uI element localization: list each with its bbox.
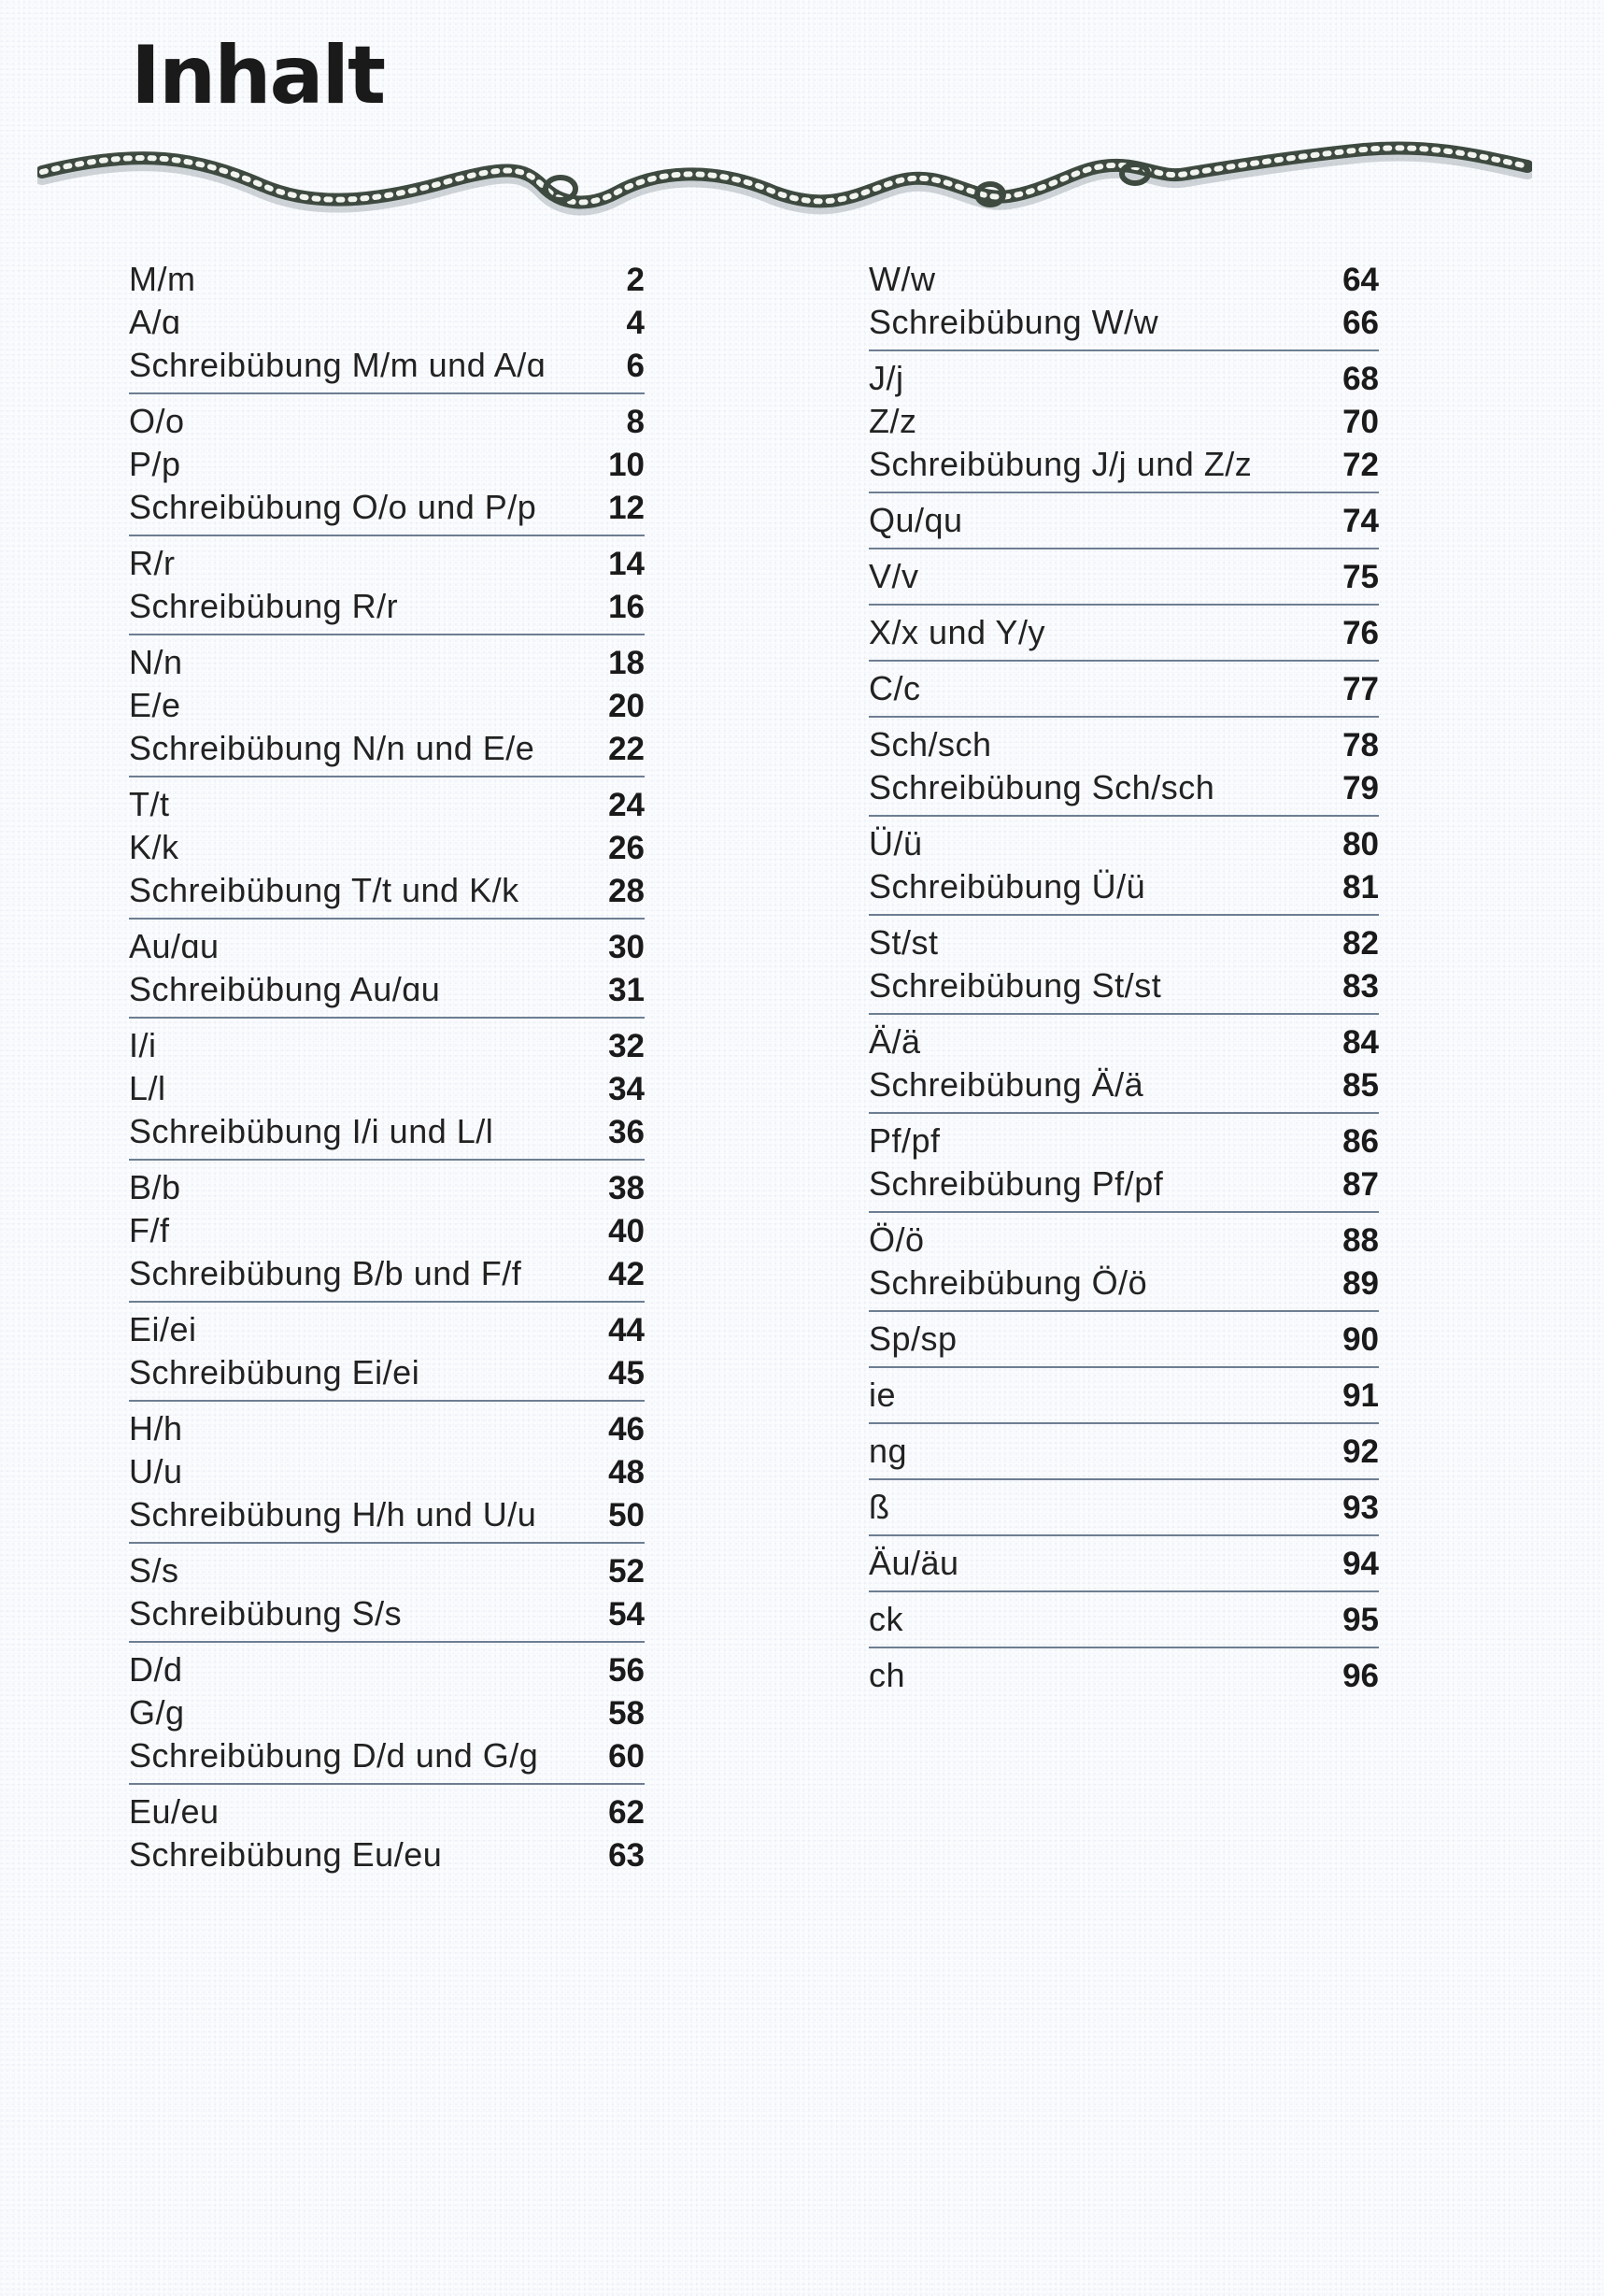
toc-entry-page-number: 75 <box>1342 559 1379 595</box>
toc-entry <box>869 499 1379 542</box>
toc-entry-page-number: 66 <box>1342 305 1379 341</box>
toc-group <box>869 493 1379 549</box>
toc-entry-page-number: 84 <box>1342 1024 1379 1061</box>
toc-entry-label: Schreibübung N/n und E/e <box>129 729 535 767</box>
toc-group <box>129 1161 645 1303</box>
toc-entry-page-number: 48 <box>608 1454 645 1490</box>
toc-entry <box>869 1219 1379 1262</box>
toc-entry <box>129 641 645 684</box>
toc-entry-page-number: 4 <box>626 305 645 341</box>
toc-entry <box>129 1691 645 1734</box>
toc-entry-label: E/e <box>129 686 181 724</box>
toc-entry-label: V/v <box>869 557 919 595</box>
toc-entry-label: M/m <box>129 260 196 298</box>
toc-entry-page-number: 24 <box>608 787 645 823</box>
toc-entry <box>869 611 1379 654</box>
toc-entry-label: X/x und Y/y <box>869 613 1045 651</box>
toc-entry-label: Schreibübung W/w <box>869 303 1159 341</box>
toc-entry-label: Schreibübung J/j und Z/z <box>869 445 1253 483</box>
toc-entry <box>129 968 645 1011</box>
toc-entry <box>869 1162 1379 1205</box>
toc-entry <box>129 443 645 486</box>
toc-entry <box>869 865 1379 908</box>
toc-entry <box>129 585 645 628</box>
toc-entry-page-number: 79 <box>1342 770 1379 806</box>
toc-entry-label: Eu/eu <box>129 1792 220 1831</box>
toc-entry-page-number: 36 <box>608 1114 645 1150</box>
page-title: Inhalt <box>131 29 385 122</box>
toc-entry <box>129 486 645 529</box>
toc-entry <box>129 1252 645 1295</box>
toc-entry-label: Schreibübung Au/ɑu <box>129 970 441 1008</box>
toc-entry-label: I/i <box>129 1026 157 1064</box>
toc-entry-label: L/l <box>129 1069 166 1107</box>
toc-entry-page-number: 91 <box>1342 1377 1379 1414</box>
toc-entry-page-number: 34 <box>608 1071 645 1107</box>
toc-entry <box>129 684 645 727</box>
toc-entry-label: Au/ɑu <box>129 927 220 965</box>
toc-entry <box>869 1430 1379 1473</box>
toc-group <box>869 1536 1379 1592</box>
toc-entry-label: D/d <box>129 1650 183 1689</box>
toc-entry-page-number: 88 <box>1342 1222 1379 1259</box>
toc-entry-page-number: 82 <box>1342 925 1379 962</box>
toc-entry-page-number: 31 <box>608 972 645 1008</box>
toc-entry-label: K/k <box>129 828 179 866</box>
toc-entry <box>129 1493 645 1536</box>
toc-entry-page-number: 63 <box>608 1837 645 1874</box>
toc-entry-page-number: 81 <box>1342 869 1379 906</box>
toc-group <box>129 394 645 536</box>
toc-group <box>869 1480 1379 1536</box>
toc-group <box>869 1213 1379 1312</box>
toc-entry-label: Schreibübung Pf/pf <box>869 1164 1164 1203</box>
toc-entry-page-number: 72 <box>1342 447 1379 483</box>
toc-group <box>869 1114 1379 1213</box>
toc-entry-label: Schreibübung H/h und U/u <box>129 1495 537 1533</box>
toc-group <box>129 777 645 920</box>
toc-entry-page-number: 85 <box>1342 1067 1379 1104</box>
toc-entry-page-number: 76 <box>1342 615 1379 651</box>
toc-entry-label: T/t <box>129 785 170 823</box>
toc-group <box>869 662 1379 718</box>
toc-group <box>129 1402 645 1544</box>
toc-entry <box>129 1351 645 1394</box>
toc-entry-page-number: 44 <box>608 1312 645 1348</box>
toc-entry-label: G/g <box>129 1693 185 1732</box>
toc-entry <box>129 1024 645 1067</box>
toc-group <box>869 817 1379 916</box>
toc-entry-page-number: 50 <box>608 1497 645 1533</box>
toc-entry-label: Ei/ei <box>129 1310 197 1348</box>
toc-group <box>869 606 1379 662</box>
toc-entry-page-number: 22 <box>608 731 645 767</box>
toc-entry-label: Pf/pf <box>869 1121 941 1160</box>
toc-entry-page-number: 83 <box>1342 968 1379 1005</box>
toc-entry-page-number: 93 <box>1342 1490 1379 1526</box>
toc-entry <box>129 1166 645 1209</box>
toc-entry-page-number: 70 <box>1342 404 1379 440</box>
toc-entry-page-number: 30 <box>608 929 645 965</box>
toc-entry <box>869 443 1379 486</box>
toc-entry <box>869 1598 1379 1641</box>
toc-entry-label: Schreibübung R/r <box>129 587 399 625</box>
toc-entry <box>869 1262 1379 1305</box>
toc-entry-page-number: 2 <box>626 262 645 298</box>
toc-entry <box>869 400 1379 443</box>
toc-entry-label: Sp/sp <box>869 1319 958 1358</box>
toc-entry <box>869 258 1379 301</box>
toc-entry-page-number: 96 <box>1342 1658 1379 1694</box>
toc-entry <box>869 921 1379 964</box>
toc-entry <box>869 1654 1379 1697</box>
toc-entry <box>869 1063 1379 1106</box>
toc-entry-page-number: 56 <box>608 1652 645 1689</box>
toc-group <box>129 920 645 1019</box>
toc-entry-label: ie <box>869 1376 897 1414</box>
toc-group <box>869 351 1379 493</box>
toc-entry <box>869 1486 1379 1529</box>
toc-entry-page-number: 87 <box>1342 1166 1379 1203</box>
toc-entry-page-number: 95 <box>1342 1602 1379 1638</box>
toc-entry-page-number: 8 <box>626 404 645 440</box>
toc-entry-label: Schreibübung B/b und F/f <box>129 1254 522 1292</box>
toc-entry-label: A/ɑ <box>129 303 181 341</box>
toc-entry <box>129 1833 645 1876</box>
toc-entry-label: U/u <box>129 1452 183 1490</box>
toc-entry-label: Schreibübung T/t und K/k <box>129 871 519 909</box>
toc-entry <box>129 783 645 826</box>
toc-entry <box>129 826 645 869</box>
ribbon-decoration <box>37 131 1532 234</box>
toc-entry <box>869 357 1379 400</box>
toc-group <box>869 1424 1379 1480</box>
toc-entry <box>129 400 645 443</box>
toc-entry <box>129 1592 645 1635</box>
toc-entry-label: Schreibübung Ei/ei <box>129 1353 420 1391</box>
toc-entry-label: Schreibübung Eu/eu <box>129 1835 443 1874</box>
toc-entry <box>869 1119 1379 1162</box>
toc-entry-label: P/p <box>129 445 181 483</box>
toc-entry-page-number: 20 <box>608 688 645 724</box>
toc-entry <box>869 723 1379 766</box>
toc-entry <box>129 1790 645 1833</box>
toc-entry-page-number: 86 <box>1342 1123 1379 1160</box>
toc-entry <box>869 555 1379 598</box>
toc-entry-label: Ü/ü <box>869 824 923 863</box>
toc-group <box>129 1544 645 1643</box>
toc-entry-label: S/s <box>129 1551 179 1590</box>
toc-entry <box>129 1450 645 1493</box>
toc-entry-page-number: 77 <box>1342 671 1379 707</box>
toc-entry-label: Schreibübung O/o und P/p <box>129 488 537 526</box>
toc-entry <box>869 1020 1379 1063</box>
toc-entry-page-number: 40 <box>608 1213 645 1249</box>
toc-group <box>129 1019 645 1161</box>
toc-entry <box>129 727 645 770</box>
toc-entry-page-number: 54 <box>608 1596 645 1633</box>
toc-group <box>869 1648 1379 1703</box>
toc-entry-label: ck <box>869 1600 903 1638</box>
toc-entry <box>129 869 645 912</box>
toc-entry-page-number: 32 <box>608 1028 645 1064</box>
toc-group <box>869 1592 1379 1648</box>
toc-entry-label: Qu/qu <box>869 501 963 539</box>
toc-entry <box>869 301 1379 344</box>
toc-entry-page-number: 26 <box>608 830 645 866</box>
toc-entry-page-number: 78 <box>1342 727 1379 763</box>
toc-group <box>869 1015 1379 1114</box>
toc-entry <box>129 1209 645 1252</box>
toc-entry <box>129 1110 645 1153</box>
toc-entry <box>869 1542 1379 1585</box>
toc-entry-label: St/st <box>869 923 939 962</box>
toc-entry <box>129 258 645 301</box>
toc-group <box>869 1312 1379 1368</box>
toc-entry-label: H/h <box>129 1409 183 1447</box>
toc-entry-label: Z/z <box>869 402 917 440</box>
toc-entry-label: N/n <box>129 643 183 681</box>
toc-group <box>869 916 1379 1015</box>
toc-entry-page-number: 14 <box>608 546 645 582</box>
toc-entry <box>129 925 645 968</box>
toc-entry <box>869 1318 1379 1361</box>
toc-entry-label: Äu/äu <box>869 1544 959 1582</box>
toc-entry-page-number: 89 <box>1342 1265 1379 1302</box>
toc-entry-label: O/o <box>129 402 185 440</box>
toc-entry-label: Schreibübung M/m und A/ɑ <box>129 346 546 384</box>
toc-group <box>869 549 1379 606</box>
toc-entry-label: Sch/sch <box>869 725 992 763</box>
toc-entry <box>129 1734 645 1777</box>
toc-entry-page-number: 62 <box>608 1794 645 1831</box>
toc-group <box>129 1303 645 1402</box>
toc-entry-label: F/f <box>129 1211 170 1249</box>
toc-entry-page-number: 58 <box>608 1695 645 1732</box>
toc-entry <box>129 1648 645 1691</box>
toc-entry-page-number: 64 <box>1342 262 1379 298</box>
toc-column-right <box>869 252 1379 1703</box>
toc-entry-label: Schreibübung D/d und G/g <box>129 1736 539 1775</box>
toc-entry-page-number: 60 <box>608 1738 645 1775</box>
toc-entry-page-number: 18 <box>608 645 645 681</box>
toc-entry-label: Schreibübung S/s <box>129 1594 403 1633</box>
toc-entry <box>869 667 1379 710</box>
toc-entry <box>129 1067 645 1110</box>
toc-entry-page-number: 45 <box>608 1355 645 1391</box>
toc-group <box>869 718 1379 817</box>
toc-entry <box>129 1407 645 1450</box>
toc-entry <box>129 542 645 585</box>
toc-entry-page-number: 38 <box>608 1170 645 1206</box>
toc-entry <box>129 1308 645 1351</box>
toc-group <box>869 252 1379 351</box>
toc-entry <box>869 1374 1379 1417</box>
toc-entry-page-number: 68 <box>1342 361 1379 397</box>
toc-entry <box>129 344 645 387</box>
toc-entry-label: W/w <box>869 260 936 298</box>
toc-entry-page-number: 10 <box>608 447 645 483</box>
toc-entry-label: J/j <box>869 359 904 397</box>
toc-entry-page-number: 12 <box>608 490 645 526</box>
toc-group <box>129 635 645 777</box>
toc-entry <box>869 766 1379 809</box>
toc-entry-label: Schreibübung I/i und L/l <box>129 1112 494 1150</box>
toc-entry-label: Ö/ö <box>869 1220 925 1259</box>
toc-entry-page-number: 94 <box>1342 1546 1379 1582</box>
toc-entry <box>129 301 645 344</box>
toc-entry-page-number: 90 <box>1342 1321 1379 1358</box>
toc-entry <box>869 964 1379 1007</box>
toc-entry <box>869 822 1379 865</box>
toc-entry-page-number: 42 <box>608 1256 645 1292</box>
toc-entry-page-number: 28 <box>608 873 645 909</box>
toc-entry-label: Schreibübung Sch/sch <box>869 768 1215 806</box>
toc-entry-label: ch <box>869 1656 906 1694</box>
toc-entry-label: Schreibübung Ü/ü <box>869 867 1146 906</box>
toc-entry-label: B/b <box>129 1168 181 1206</box>
toc-entry-label: ß <box>869 1488 890 1526</box>
toc-entry-label: Ä/ä <box>869 1022 921 1061</box>
toc-entry-page-number: 92 <box>1342 1433 1379 1470</box>
toc-entry-page-number: 74 <box>1342 503 1379 539</box>
toc-entry-label: Schreibübung Ö/ö <box>869 1263 1148 1302</box>
toc-entry-page-number: 6 <box>626 348 645 384</box>
toc-entry-page-number: 52 <box>608 1553 645 1590</box>
toc-group <box>129 1785 645 1882</box>
toc-entry-label: R/r <box>129 544 176 582</box>
toc-entry-page-number: 46 <box>608 1411 645 1447</box>
toc-group <box>869 1368 1379 1424</box>
toc-entry-label: Schreibübung Ä/ä <box>869 1065 1144 1104</box>
toc-group <box>129 252 645 394</box>
toc-entry-label: ng <box>869 1432 908 1470</box>
toc-entry-label: C/c <box>869 669 921 707</box>
toc-group <box>129 536 645 635</box>
toc-entry-page-number: 80 <box>1342 826 1379 863</box>
toc-column-left <box>129 252 645 1882</box>
toc-entry-page-number: 16 <box>608 589 645 625</box>
toc-entry-label: Schreibübung St/st <box>869 966 1162 1005</box>
toc-entry <box>129 1549 645 1592</box>
toc-group <box>129 1643 645 1785</box>
